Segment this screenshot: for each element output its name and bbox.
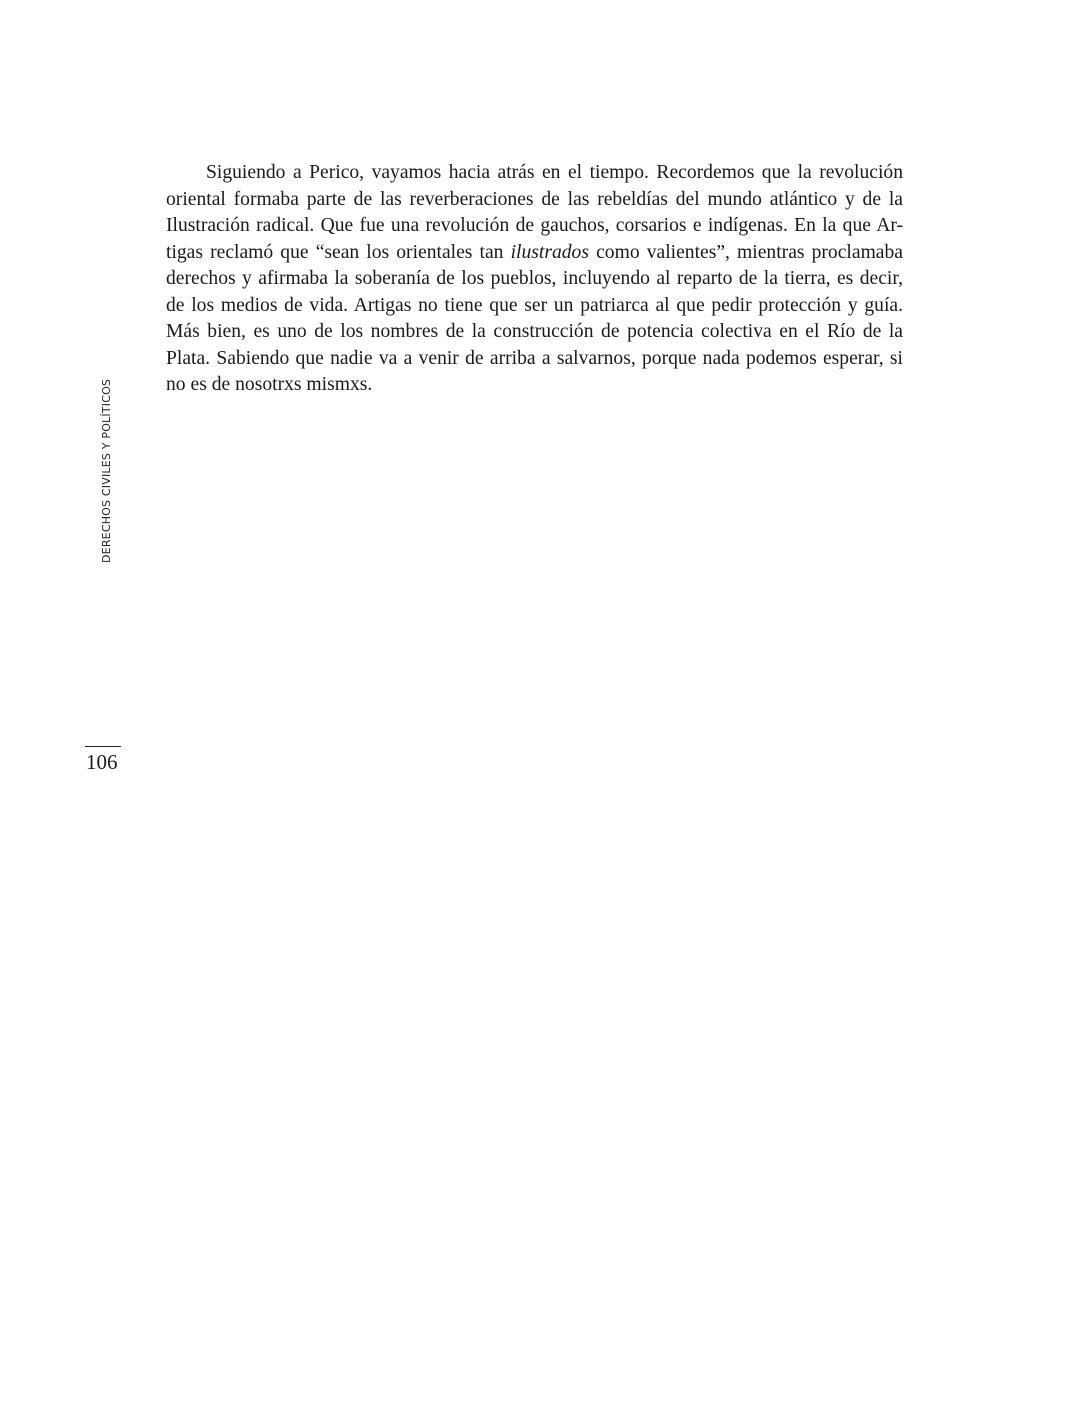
line-text-after-emphasis: como valientes”, mientras proclamaba: [588, 241, 904, 263]
paragraph-line: Ilustración radical. Que fue una revolución de gauchos, corsarios e indígenas. En la que Ar-: [166, 215, 903, 236]
paragraph-line: Siguiendo a Perico, vayamos hacia atrás en el tiempo. Recordemos que la revolución: [206, 162, 903, 183]
paragraph-line: oriental formaba parte de las reverberaciones de las rebeldías del mundo atlántico y de la: [166, 188, 903, 210]
paragraph-line: [166, 240, 903, 267]
running-head: DERECHOS CIVILES Y POLÍTICOS: [100, 378, 113, 563]
emphasized-word: ilustrados: [510, 241, 589, 263]
paragraph-line: de los medios de vida. Artigas no tiene que ser un patriarca al que pedir protección y guía.: [166, 294, 903, 316]
line-text-before-emphasis: tigas reclamó que “sean los orientales tan: [166, 241, 511, 263]
body-paragraph: [166, 160, 903, 399]
folio-rule: [85, 746, 121, 747]
page-number: 106: [86, 750, 118, 774]
paragraph-line: no es de nosotrxs mismxs.: [166, 374, 373, 395]
paragraph-line: Plata. Sabiendo que nadie va a venir de arriba a salvarnos, porque nada podemos esperar, si: [166, 347, 903, 369]
paragraph-line: derechos y afirmaba la soberanía de los pueblos, incluyendo al reparto de la tierra, es decir,: [166, 268, 903, 289]
paragraph-line: Más bien, es uno de los nombres de la construcción de potencia colectiva en el Río de la: [166, 321, 903, 342]
